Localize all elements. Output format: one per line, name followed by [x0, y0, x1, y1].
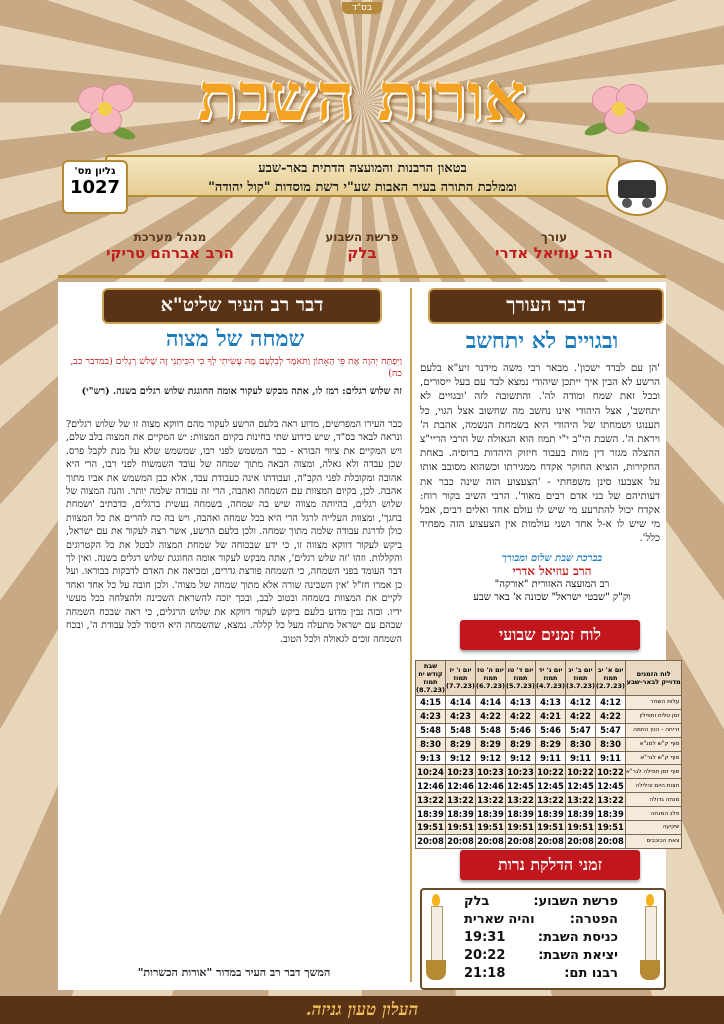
- times-table-cell: 12:45: [567, 780, 594, 791]
- times-table-cell: 20:08: [597, 836, 624, 847]
- issue-label: גליון מס': [74, 166, 116, 177]
- times-table-cell: 4:22: [506, 709, 536, 723]
- issue-number: 1027: [69, 177, 121, 198]
- times-table-cell: 9:12: [446, 751, 476, 765]
- times-table-cell: 4:23: [446, 709, 476, 723]
- times-table-cell: 19:51: [477, 822, 504, 833]
- parasha-info: [292, 230, 432, 262]
- times-table-cell: 18:39: [597, 808, 624, 819]
- manager-label: מנהל מערכת: [133, 230, 207, 244]
- times-table-row-label: עלות השחר: [626, 696, 682, 710]
- times-table-column: שבת קודש יח תמוז (8.7.23): [416, 662, 445, 694]
- times-table-column: יום ב' יג תמוז (3.7.23): [566, 661, 596, 696]
- candle-lighting-value: 20:22: [464, 948, 506, 963]
- times-table-cell: 19:51: [417, 822, 444, 833]
- column-divider: [410, 288, 412, 982]
- times-table-cell: 13:22: [417, 794, 444, 805]
- times-table-row-label: חצות היום והלילה: [626, 779, 682, 793]
- times-table-cell: 20:08: [417, 836, 444, 847]
- times-table-cell: 8:29: [506, 737, 536, 751]
- times-table-cell: 10:22: [597, 766, 624, 777]
- editor-info: [484, 230, 624, 262]
- times-table-cell: 12:46: [477, 780, 504, 791]
- times-table-cell: 12:45: [597, 780, 624, 791]
- times-table-row-label: צאת הכוכבים: [626, 834, 682, 848]
- blessing-block: [444, 552, 660, 604]
- times-table-cell: 18:39: [507, 808, 534, 819]
- times-table-cell: 12:46: [447, 780, 474, 791]
- times-table-cell: 9:11: [566, 751, 596, 765]
- times-table-cell: 18:39: [537, 808, 564, 819]
- candle-lighting-label: כניסת השבת:: [537, 930, 618, 945]
- times-table-cell: 5:48: [416, 723, 446, 737]
- times-table-cell: 4:21: [536, 709, 566, 723]
- times-table-cell: 4:12: [596, 696, 626, 710]
- times-table-cell: 20:08: [567, 836, 594, 847]
- times-table-cell: 5:48: [476, 723, 506, 737]
- times-table-row: [416, 765, 682, 779]
- times-table-cell: 10:23: [507, 766, 534, 777]
- times-table-cell: 4:22: [476, 709, 506, 723]
- times-table-cell: 4:15: [416, 696, 446, 710]
- verse-reference: (במדבר כב, כח): [70, 356, 402, 379]
- times-table-cell: 4:12: [566, 696, 596, 710]
- times-table: [415, 660, 682, 849]
- editor-column-subtitle: ובגויים לא יתחשב: [465, 328, 619, 354]
- times-table-cell: 20:08: [507, 836, 534, 847]
- times-table-cell: 19:51: [447, 822, 474, 833]
- times-table-cell: 4:14: [446, 696, 476, 710]
- times-table-cell: 18:39: [447, 808, 474, 819]
- candle-lighting-value: 19:31: [464, 930, 506, 945]
- candle-lighting-row: [464, 966, 618, 984]
- times-table-column: יום ג' יד תמוז (4.7.23): [536, 661, 566, 696]
- times-table-cell: 5:47: [596, 723, 626, 737]
- times-table-row-label: סוף ק"ש למג"א: [626, 737, 682, 751]
- editor-column-heading: דבר העורך: [428, 288, 664, 324]
- footer-note: העלון טעון גניזה.: [0, 996, 724, 1024]
- times-table-cell: 9:11: [596, 751, 626, 765]
- verse-text: וַיִּפְתַּח יְהוָה אֶת פִּי הָאָתוֹן וַתֹּאמֶר לְבִלְעָם מֶה עָשִׂיתִי לְךָ כִּי הִכִּיתַנִי זֶה שָׁלֹשׁ רְגָלִים: [115, 356, 402, 367]
- times-table-row: [416, 709, 682, 723]
- times-table-row-label: סוף ק"ש לגר"א: [626, 751, 682, 765]
- parasha-name: בלק: [347, 244, 377, 262]
- times-table-cell: 10:22: [567, 766, 594, 777]
- candle-icon: [426, 894, 446, 982]
- candle-lighting-value: בלק: [464, 894, 490, 909]
- times-table-cell: 18:39: [567, 808, 594, 819]
- times-table-cell: 5:47: [566, 723, 596, 737]
- times-table-row-label: סוף זמן תפילה לגר"א: [626, 765, 682, 779]
- continued-note: המשך דבר רב העיר במדור "אורות הכשרות": [137, 966, 331, 979]
- editor-name: הרב עוזיאל אדרי: [495, 244, 613, 262]
- times-table-cell: 19:51: [537, 822, 564, 833]
- times-table-cell: 8:29: [446, 737, 476, 751]
- times-table-cell: 19:51: [507, 822, 534, 833]
- times-table-row-label: פלג המנחה: [626, 807, 682, 821]
- times-table-row: [416, 737, 682, 751]
- candle-lighting-value: 21:18: [464, 966, 506, 981]
- times-table-cell: 13:22: [567, 794, 594, 805]
- times-table-cell: 10:22: [537, 766, 564, 777]
- candle-lighting-row: [464, 930, 618, 948]
- times-table-cell: 8:30: [416, 737, 446, 751]
- manager-name: הרב אברהם טריקי: [106, 244, 234, 262]
- times-table-row: [416, 807, 682, 821]
- times-table-column: יום ו' יז תמוז (7.7.23): [446, 661, 476, 696]
- times-table-cell: 4:22: [596, 709, 626, 723]
- times-table-cell: 10:23: [447, 766, 474, 777]
- header-info-row: [60, 230, 664, 270]
- times-table-cell: 12:45: [507, 780, 534, 791]
- times-table-row: [416, 696, 682, 710]
- times-table-cell: 8:30: [596, 737, 626, 751]
- times-table-cell: 8:29: [476, 737, 506, 751]
- editor-column-text: 'הן עם לבדד ישכון'. מבאר רבי משה מידנר זיע"א בלעם הרשע לא הבין איך ייתכן שיהודי נמצא לבד עם בעל ייסורים, ובכל זאת שמח ומודה לה'. והתשובה לזה 'ובגויים לא יתחשב', אצל היהודי אינו נחשב מה שחשוב אצל הגוי, כל תענוגו ושמחתו של היהודי היא בשמחת הנשמה, אהבת ה' ויראת ה'. השבת הי"ב י"י תמוז הוא הגאולה של הרבי הריי"צ ההצלה מגזר דין מוות בעבור חיזוק היהדות ברוסיה. באחת החקירות, הוציא החוקר אקדח ממגירתו וכשהוא מסובב אותו על אצבעו סינן משפחתי - 'הצעצוע הזה שינה כבר את דעותיהם של בני אדם רבים מאוד'. הרבי השיב בקור רוח: אקדח יכול להתרעע מי שיש לו עולם אחד ואלים רבים, אבל מי שיש לו א-ל אחד ושני עולמות אין הצעצוע הזה מפחיד כלל'.: [420, 363, 660, 545]
- times-table-row-label: מנחה גדולה: [626, 793, 682, 807]
- times-table-cell: 13:22: [477, 794, 504, 805]
- times-table-header-label: לוח הזמנים מדוייק לבאר-שבע: [626, 661, 682, 696]
- rabbi-column-heading: דבר רב העיר שליט"א: [102, 288, 382, 324]
- times-table-column: יום ד' טו תמוז (5.7.23): [506, 661, 536, 696]
- times-table-cell: 18:39: [417, 808, 444, 819]
- times-table-cell: 5:48: [446, 723, 476, 737]
- issue-number-box: [62, 160, 128, 214]
- times-table-column: יום ה' טז תמוז (6.7.23): [476, 661, 506, 696]
- times-table-row: [416, 793, 682, 807]
- bsd-label: בס"ד: [342, 2, 382, 14]
- candle-lighting-row: [464, 894, 618, 912]
- times-table-cell: 4:22: [566, 709, 596, 723]
- times-table-cell: 8:29: [536, 737, 566, 751]
- times-table-cell: 8:30: [566, 737, 596, 751]
- masthead: [120, 55, 604, 140]
- times-table-row: [416, 779, 682, 793]
- parasha-label: פרשת השבוע: [325, 230, 399, 244]
- candle-lighting-title: זמני הדלקת נרות: [460, 850, 640, 880]
- blessing-title: רב המועצה האזורית "אורקה": [494, 579, 610, 590]
- times-table-cell: 19:51: [567, 822, 594, 833]
- times-table-title: לוח זמנים שבועי: [460, 620, 640, 650]
- times-table-row-label: זמן טלית ותפילין: [626, 709, 682, 723]
- times-table-row: [416, 723, 682, 737]
- times-table-row: [416, 751, 682, 765]
- times-table-cell: 4:13: [506, 696, 536, 710]
- times-table-cell: 4:14: [476, 696, 506, 710]
- times-table-cell: 4:23: [416, 709, 446, 723]
- times-table-cell: 12:46: [417, 780, 444, 791]
- times-table-cell: 19:51: [597, 822, 624, 833]
- times-table-cell: 4:13: [536, 696, 566, 710]
- times-table-cell: 9:12: [506, 751, 536, 765]
- times-table-cell: 13:22: [447, 794, 474, 805]
- times-table-row: [416, 834, 682, 848]
- times-table-row: [416, 821, 682, 835]
- candle-lighting-value: והיה שארית: [464, 912, 535, 927]
- times-table-cell: 9:11: [536, 751, 566, 765]
- rabbi-column-subtitle: שמחה של מצוה: [165, 326, 305, 352]
- times-table-header: [416, 661, 682, 696]
- organization-line-2: וממלכת התורה בעיר האבות שע"י רשת מוסדות "קול יהודה": [208, 180, 517, 195]
- rabbi-column-text: כבר העירו המפרשים, מדוע ראה בלעם הרשע לעקור מהם דווקא מצוה זו של שלוש רגלים? ונראה לבאר בס"ד, שיש כידוע שתי בחינות בקיום המצוות: יש המקיים את המצוה בלב שלם, ויש המקיים את ציווי הבורא - כבר המשמש לפני רבו, שמשמש שלא על מנת לקבל פרס. שכן עבדה ולא גאלה, ומצוה הבאה מתוך שמחה של עובד השמשוח לפני רבו, הרי היא אהובה ומקובלת לפני הקב"ה, ועבודתו אינה כעבודת עבד, אלא כבן המשמש את אביו מתוך אהבה. לכן, בקיום המצוות עם השמחה ואהבה, הרי זה עבודה שלמה יותר. והנה המצוה של שלוש רגלים, בהיותה מצווה שיש בה שמחה, בשמחה נעשית ברגלים, כדכתיב 'ושמחת בחגך', ומצוות העלייה לרגל הרי היא בכל שמחה ואהבה, ויש בה כח להרים את כל המצוות כולן לדרגת עבודה שלמה מתוך שמחה. ולכן בלעם הרשע, אשר רצה לעקור את עם ישראל, ביקש לעקור דווקא מצווה זו, כי ידע שבכוחה של שמחת המצוה לבטל את כל הקטרוגים והקללות. וזהו 'זה שלש רגלים', אתה מבקש לעקור אומה החוגגת שלוש רגלים בשנה. ואין לך דבר העומד בפני השמחה, כי השמחה פורצת גדרים, ומביאה את האדם לדבקות בבוראו. ועל כן אמרו חז"ל 'אין השכינה שורה אלא מתוך שמחה של מצוה'. ולכן חובה על כל אחד ואחד לקיים את המצוות בשמחה ובטוב לבב, ובכך יזכה להשראת השכינה ולהצלחה בכל מעשי ידיו. ובזה נבין מדוע בלעם ביקש לעקור דווקא את שלוש הרגלים, כי ראה שבכח השמחה שבהם עם ישראל מתעלה מעל כל קללה. נמצא, שהשמחה היא היסוד לכל עבודת ה', ובכח השמחה זוכים לגאולה ולכל הטוב.: [66, 419, 402, 645]
- blessing-name: הרב עוזיאל אדרי: [512, 564, 592, 578]
- rabbi-column-rashi: זה שלוש רגלים: רמז לו, אתה מבקש לעקור אומה החוגגת שלוש רגלים בשנה. (רש"י): [81, 386, 402, 397]
- times-table-cell: 5:46: [506, 723, 536, 737]
- times-table-row-label: שקיעה: [626, 821, 682, 835]
- candle-lighting-label: רבנו תם:: [564, 966, 618, 981]
- organization-line-1: בטאון הרבנות והמועצה הדתית באר-שבע: [258, 161, 467, 176]
- page-title: אורות השבת: [197, 58, 527, 136]
- candle-lighting-row: [464, 948, 618, 966]
- blessing-greeting: בברכת שבת שלום ומבורך: [501, 553, 603, 564]
- blessing-community: וק"ק "שבטי ישראל" שכונה א' באר שבע: [473, 592, 631, 603]
- times-table-cell: 9:13: [416, 751, 446, 765]
- candle-lighting-label: הפטרה:: [569, 912, 618, 927]
- times-table-cell: 13:22: [537, 794, 564, 805]
- times-table-cell: 18:39: [477, 808, 504, 819]
- train-logo-icon: [606, 160, 668, 216]
- times-table-column: יום א' יב תמוז (2.7.23): [596, 661, 626, 696]
- times-table-cell: 20:08: [537, 836, 564, 847]
- times-table-row-label: זריחה - הנץ החמה: [626, 723, 682, 737]
- times-table-cell: 12:45: [537, 780, 564, 791]
- times-table-cell: 10:24: [417, 766, 444, 777]
- times-table-cell: 20:08: [477, 836, 504, 847]
- candle-icon: [640, 894, 660, 982]
- times-table-cell: 20:08: [447, 836, 474, 847]
- times-table-cell: 13:22: [597, 794, 624, 805]
- times-table-cell: 5:46: [536, 723, 566, 737]
- candle-lighting-label: יציאת השבת:: [538, 948, 618, 963]
- manager-info: [100, 230, 240, 262]
- times-table-cell: 10:23: [477, 766, 504, 777]
- organization-bar: [105, 155, 620, 197]
- times-table-cell: 9:12: [476, 751, 506, 765]
- header-divider: [58, 275, 666, 278]
- editor-label: עורך: [540, 230, 568, 244]
- candle-lighting-row: [464, 912, 618, 930]
- candle-lighting-label: פרשת השבוע:: [533, 894, 618, 909]
- rabbi-column-verse: [66, 356, 402, 380]
- times-table-cell: 13:22: [507, 794, 534, 805]
